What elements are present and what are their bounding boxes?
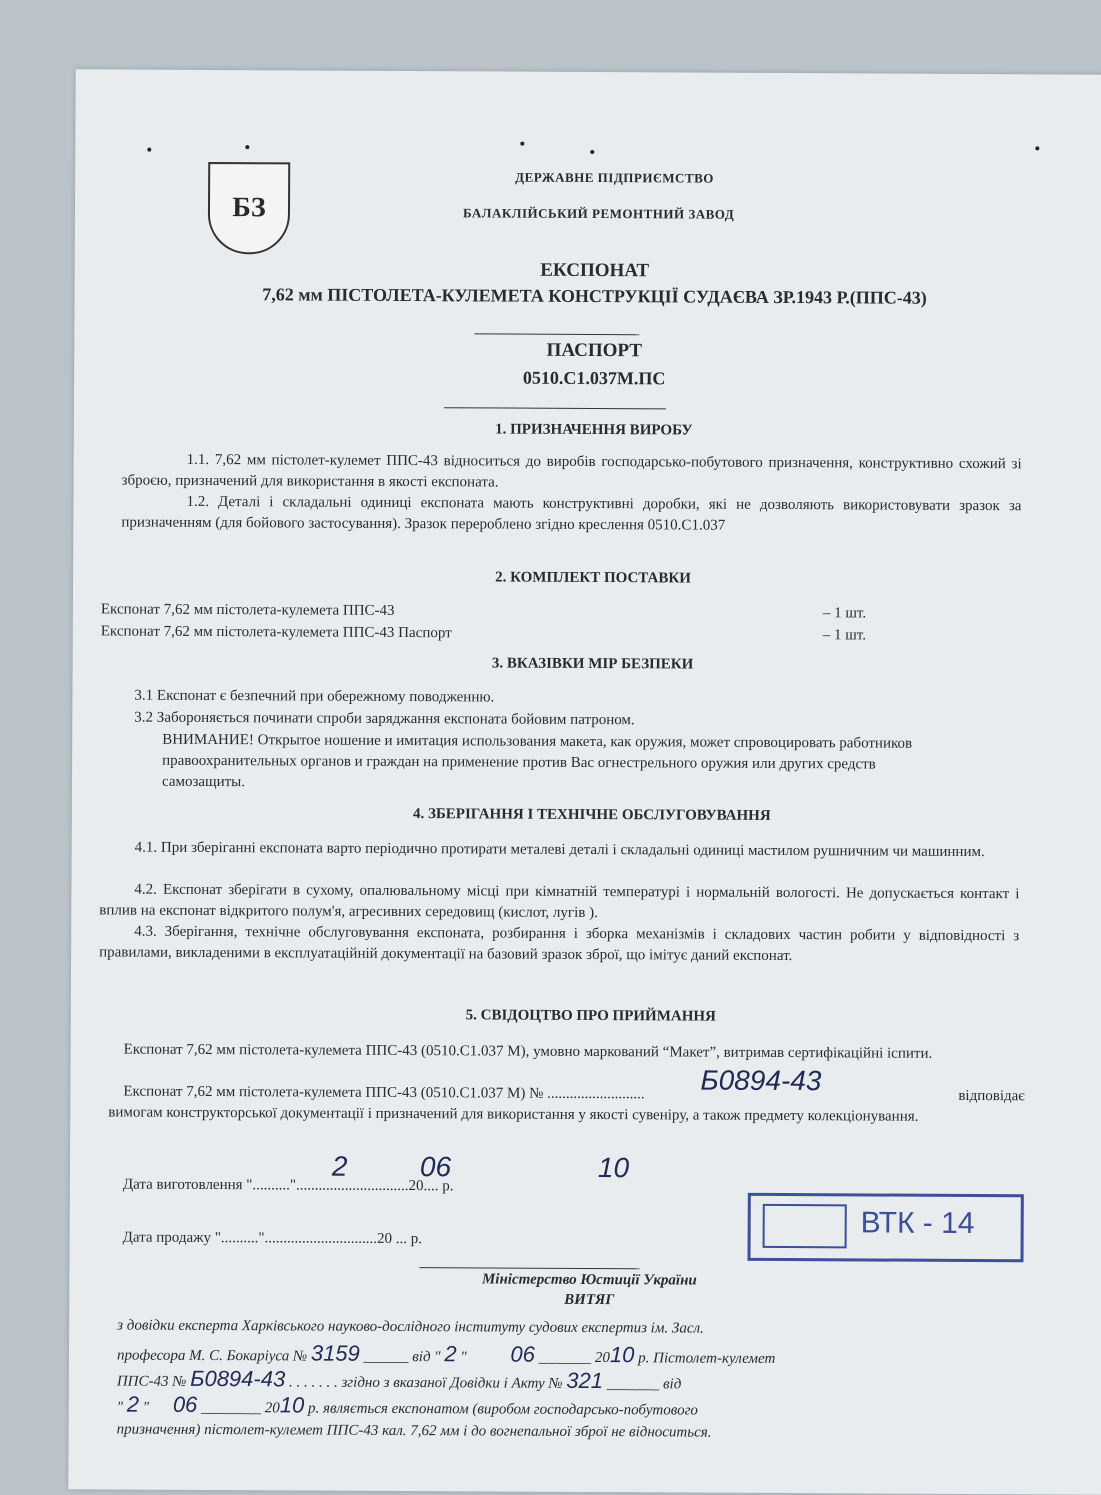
punch-hole [590, 150, 594, 154]
s3-warning: ВНИМАНИЕ! Открытое ношение и имитация использования макета, как оружия, может спровоцировать работников правоохранительных органов и граждан на применение против Вас огнестрельного оружия или других средств самозащиты. [161, 731, 913, 791]
s4-p3: 4.3. Зберігання, технічне обслуговування експоната, розбирання і зборка механізмів і складових частин робити у відповідності з правилами, викладеними в експлуатаційній документації на базовий зразок зброї, що імітує даний експонат. [99, 923, 1020, 965]
section-4-title: 4. ЗБЕРІГАННЯ І ТЕХНІЧНЕ ОБСЛУГОВУВАННЯ [412, 806, 771, 824]
s5-p1: Експонат 7,62 мм пістолета-кулемета ППС-43 (0510.С1.037 М), умовно маркований “Макет”, витримав сертифікаційні іспити. [123, 1041, 933, 1062]
text: ППС-43 № [116, 1373, 187, 1390]
s5-p2a: Експонат 7,62 мм пістолета-кулемета ППС-43 (0510.С1.037 М) № .......................... [123, 1083, 645, 1103]
handwritten-day: 2 [126, 1391, 140, 1417]
handwritten-month: 06 [510, 1341, 536, 1367]
handwritten-serial: Б0894-43 [190, 1365, 286, 1392]
document-page [68, 69, 1101, 1494]
extract-line2: професора М. С. Бокаріуса № 3159 ______ від " 2 " 06 _______ 2010 р. Пістолет-кулемет [116, 1340, 776, 1368]
text: згідно з вказаної Довідки і Акту № [341, 1374, 563, 1392]
handwritten-serial: Б0894-43 [700, 1064, 822, 1097]
s1-p2: 1.2. Деталі і складальні одиниці експоната мають конструктивні доробки, які не дозволяють використовувати зразок за призначенням (для бойового застосування). Зразок перероблено згідно креслення 0510.С1.037 [121, 493, 1022, 534]
stamp-text: ВТК - 14 [860, 1206, 975, 1241]
logo-letters: БЗ [232, 192, 266, 224]
section-1-title: 1. ПРИЗНАЧЕННЯ ВИРОБУ [495, 421, 693, 439]
punch-hole [520, 142, 524, 146]
s1-p1: 1.1. 7,62 мм пістолет-кулемет ППС-43 відноситься до виробів господарсько-побутового призначення, конструктивно схожий зі зброєю, призначений для використання в якості експоната. [121, 451, 1022, 491]
extract-line4: " 2 " 06 ________ 2010 р. являється експонатом (виробом господарсько-побутового [116, 1391, 699, 1419]
extract-line1: з довідки експерта Харківського науково-дослідного інституту судових експертиз ім. Засл. [117, 1317, 704, 1337]
kit-item: Експонат 7,62 мм пістолета-кулемета ППС-43 [100, 601, 395, 619]
doc-type: ПАСПОРТ [546, 339, 642, 362]
doc-code: 0510.С1.037М.ПС [522, 367, 666, 389]
handwritten-year: 10 [597, 1152, 630, 1184]
handwritten-day: 2 [444, 1341, 457, 1367]
enterprise-label: ДЕРЖАВНЕ ПІДПРИЄМСТВО [515, 169, 714, 186]
text: від [663, 1376, 682, 1393]
punch-hole [245, 145, 249, 149]
kit-qty: – 1 шт. [822, 627, 867, 644]
extract-title: ВИТЯГ [564, 1291, 615, 1309]
s4-p1: 4.1. При зберіганні експоната варто періодично протирати металеві деталі і складальні одиниці мастилом рушничним чи машинним. [134, 839, 985, 861]
s3-p1: 3.1 Експонат є безпечний при обережному поводженню. [134, 687, 495, 706]
kit-item: Експонат 7,62 мм пістолета-кулемета ППС-43 Паспорт [100, 623, 452, 642]
handwritten-year: 10 [609, 1342, 635, 1368]
s5-p2b: відповідає вимогам конструкторської документації і призначений для використання у якості сувеніру, а також предмету колекціонування. [108, 1087, 1025, 1125]
section-2-title: 2. КОМПЛЕКТ ПОСТАВКИ [495, 569, 692, 587]
otk-stamp [747, 1193, 1023, 1262]
punch-hole [1035, 146, 1039, 150]
extract-line5: призначення) пістолет-кулемет ППС-43 кал. 7,62 мм і до вогнепальної зброї не відноситься. [116, 1421, 712, 1441]
handwritten-month: 06 [172, 1391, 198, 1417]
text: 20 [264, 1400, 280, 1417]
kit-qty: – 1 шт. [822, 605, 867, 622]
punch-hole [147, 148, 151, 152]
text: професора М. С. Бокаріуса № [116, 1347, 308, 1365]
text: р. Пістолет-кулемет [638, 1350, 776, 1367]
text: від " [412, 1349, 441, 1366]
handwritten-ref: 3159 [310, 1340, 360, 1366]
factory-logo [208, 162, 290, 254]
handwritten-year: 10 [279, 1392, 305, 1418]
s3-p2: 3.2 Забороняється починати спроби заряджання експоната бойовим патроном. [134, 709, 635, 729]
text: 20 [594, 1350, 610, 1367]
section-3-title: 3. ВКАЗІВКИ МІР БЕЗПЕКИ [491, 655, 694, 673]
sale-date: Дата продажу ".........."..............................20 ... р. [122, 1229, 423, 1248]
extract-line3: ППС-43 № Б0894-43 . . . . . . . згідно з вказаної Довідки і Акту № 321 _______ від [116, 1365, 682, 1394]
handwritten-month: 06 [419, 1151, 452, 1183]
handwritten-act: 321 [566, 1367, 604, 1394]
title-line2: 7,62 мм ПІСТОЛЕТА-КУЛЕМЕТА КОНСТРУКЦІЇ СУДАЄВА ЗР.1943 Р.(ППС-43) [262, 284, 927, 308]
factory-name: БАЛАКЛІЙСЬКИЙ РЕМОНТНИЙ ЗАВОД [462, 205, 735, 222]
manufacture-date: Дата виготовлення ".........."..............................20.... р. [122, 1176, 454, 1195]
s4-p2: 4.2. Експонат зберігати в сухому, опалювальному місці при кімнатній температурі і нормальній вологості. Не допускається контакт і вплив на експонат відкритого полум'я, агресивних середовищ (кислот, лугів ). [99, 881, 1020, 922]
title-line1: ЕКСПОНАТ [540, 259, 650, 282]
ministry: Міністерство Юстиції України [481, 1271, 697, 1289]
text: р. являється експонатом (виробом господарсько-побутового [308, 1400, 699, 1419]
section-5-title: 5. СВІДОЦТВО ПРО ПРИЙМАННЯ [465, 1007, 716, 1025]
handwritten-day: 2 [331, 1150, 348, 1182]
